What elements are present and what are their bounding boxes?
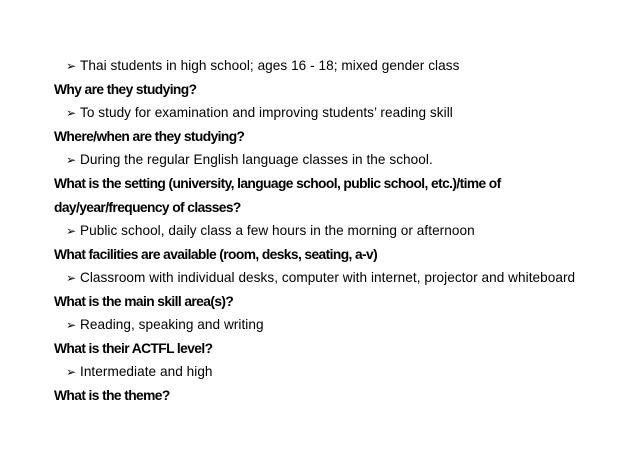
heading-where-when: Where/when are they studying? bbox=[54, 129, 245, 144]
arrow-bullet-icon: ➢ bbox=[66, 106, 77, 120]
bullet-text: During the regular English language classes in the school. bbox=[80, 152, 433, 167]
arrow-bullet-icon: ➢ bbox=[66, 318, 77, 332]
heading-theme: What is the theme? bbox=[54, 388, 170, 403]
bullet-text: Public school, daily class a few hours in the morning or afternoon bbox=[80, 223, 475, 238]
bullet-item-facilities bbox=[66, 270, 575, 285]
heading-setting-line1: What is the setting (university, language school, public school, etc.)/time of bbox=[54, 176, 501, 191]
arrow-bullet-icon: ➢ bbox=[66, 153, 77, 167]
bullet-text: Intermediate and high bbox=[80, 364, 213, 379]
bullet-text: Reading, speaking and writing bbox=[80, 317, 264, 332]
bullet-text: Classroom with individual desks, computer with internet, projector and whiteboard bbox=[80, 270, 576, 285]
arrow-bullet-icon: ➢ bbox=[66, 59, 77, 73]
arrow-bullet-icon: ➢ bbox=[66, 224, 77, 238]
heading-actfl-level: What is their ACTFL level? bbox=[54, 341, 213, 356]
heading-setting-line2: day/year/frequency of classes? bbox=[54, 200, 241, 215]
bullet-item-location bbox=[66, 152, 433, 167]
bullet-text: To study for examination and improving students’ reading skill bbox=[80, 105, 453, 120]
heading-why-studying: Why are they studying? bbox=[54, 82, 197, 97]
heading-facilities: What facilities are available (room, desks, seating, a-v) bbox=[54, 247, 378, 262]
bullet-item-setting bbox=[66, 223, 475, 238]
arrow-bullet-icon: ➢ bbox=[66, 365, 77, 379]
bullet-text: Thai students in high school; ages 16 - 18; mixed gender class bbox=[80, 58, 460, 73]
bullet-item-students bbox=[66, 58, 459, 73]
bullet-item-skills bbox=[66, 317, 264, 332]
bullet-item-reason bbox=[66, 105, 453, 120]
arrow-bullet-icon: ➢ bbox=[66, 271, 77, 285]
heading-skill-area: What is the main skill area(s)? bbox=[54, 294, 234, 309]
bullet-item-level bbox=[66, 364, 213, 379]
